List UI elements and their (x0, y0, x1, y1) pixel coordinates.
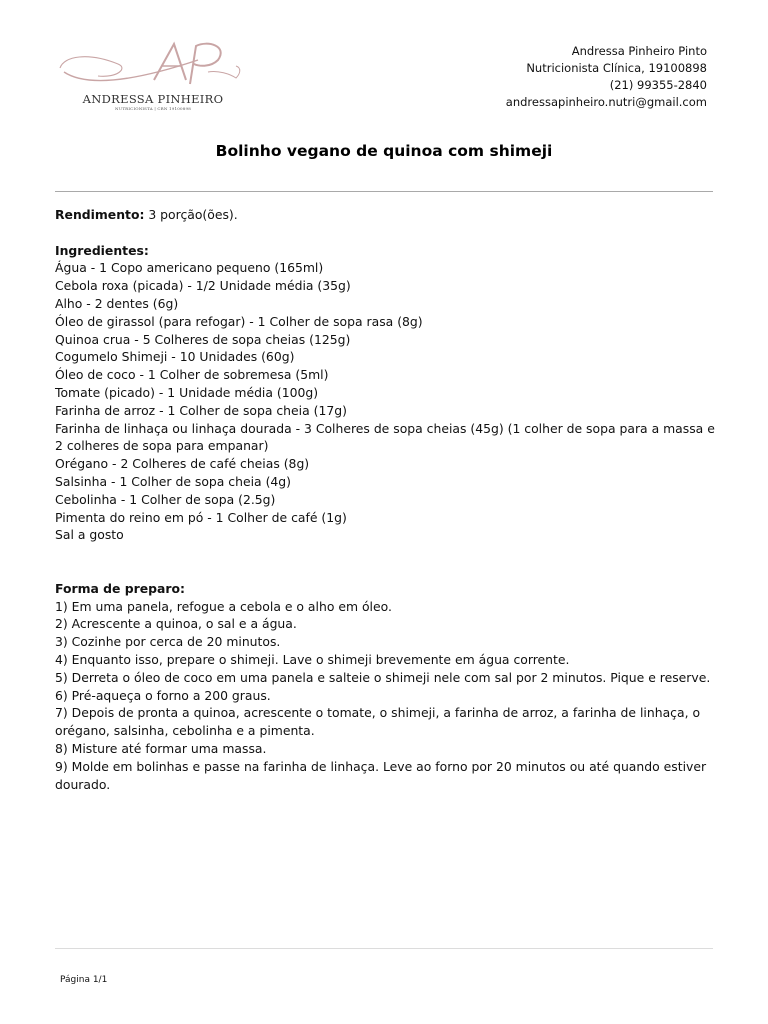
contact-role: Nutricionista Clínica, 19100898 (526, 61, 707, 75)
page-number: Página 1/1 (60, 975, 108, 985)
preparation-step: 5) Derreta o óleo de coco em uma panela e salteie o shimeji nele com sal por 2 minutos. Pique e reserve. (55, 669, 711, 685)
monogram-logo-icon (58, 38, 248, 94)
ingredient-item: Cogumelo Shimeji - 10 Unidades (60g) (55, 349, 295, 365)
footer-divider (55, 948, 713, 949)
recipe-title: Bolinho vegano de quinoa com shimeji (215, 142, 553, 160)
recipe-content (55, 206, 715, 793)
contact-phone: (21) 99355-2840 (609, 78, 707, 92)
logo-subtitle: NUTRICIONISTA | CRN 19100898 (115, 106, 191, 111)
ingredients-list (55, 259, 715, 544)
ingredient-item: Alho - 2 dentes (6g) (55, 295, 179, 311)
yield-value: 3 porção(ões). (144, 207, 238, 222)
preparation-step: 4) Enquanto isso, prepare o shimeji. Lave o shimeji brevemente em água corrente. (55, 651, 570, 667)
ingredient-item: Cebolinha - 1 Colher de sopa (2.5g) (55, 491, 276, 507)
contact-email: andressapinheiro.nutri@gmail.com (505, 95, 707, 109)
ingredient-item: Óleo de coco - 1 Colher de sobremesa (5ml) (55, 367, 329, 383)
ingredient-item: Quinoa crua - 5 Colheres de sopa cheias (125g) (55, 331, 351, 347)
preparation-step: 1) Em uma panela, refogue a cebola e o alho em óleo. (55, 598, 392, 614)
ingredient-item: Salsinha - 1 Colher de sopa cheia (4g) (55, 473, 291, 489)
ingredient-item: Sal a gosto (55, 527, 124, 543)
contact-name: Andressa Pinheiro Pinto (571, 44, 707, 58)
preparation-step: 6) Pré-aqueça o forno a 200 graus. (55, 687, 271, 703)
yield-label: Rendimento: (55, 207, 145, 222)
ingredient-item: Óleo de girassol (para refogar) - 1 Colher de sopa rasa (8g) (55, 313, 423, 329)
preparation-step: 7) Depois de pronta a quinoa, acrescente o tomate, o shimeji, a farinha de arroz, a farinha de linhaça, o orégano, salsinha, cebolinha e a pimenta. (55, 705, 701, 739)
ingredients-heading: Ingredientes: (55, 242, 149, 258)
preparation-steps (55, 598, 715, 794)
ingredient-item: Pimenta do reino em pó - 1 Colher de café (1g) (55, 509, 347, 525)
yield-line (55, 206, 715, 224)
logo (58, 38, 238, 114)
preparation-heading: Forma de preparo: (55, 580, 185, 596)
logo-name: ANDRESSA PINHEIRO (82, 92, 224, 106)
header-divider (55, 191, 713, 192)
ingredient-item: Água - 1 Copo americano pequeno (165ml) (55, 260, 324, 276)
ingredient-item: Cebola roxa (picada) - 1/2 Unidade média (35g) (55, 278, 351, 294)
preparation-step: 3) Cozinhe por cerca de 20 minutos. (55, 634, 281, 650)
ingredient-item: Farinha de arroz - 1 Colher de sopa cheia (17g) (55, 402, 347, 418)
ingredient-item: Farinha de linhaça ou linhaça dourada - 3 Colheres de sopa cheias (45g) (1 colher de sopa para a massa e 2 colheres de sopa para empanar) (55, 420, 715, 454)
preparation-step: 2) Acrescente a quinoa, o sal e a água. (55, 616, 297, 632)
ingredient-item: Orégano - 2 Colheres de café cheias (8g) (55, 456, 310, 472)
contact-block (506, 43, 707, 111)
preparation-step: 8) Misture até formar uma massa. (55, 740, 267, 756)
preparation-step: 9) Molde em bolinhas e passe na farinha de linhaça. Leve ao forno por 20 minutos ou até quando estiver dourado. (55, 758, 707, 792)
ingredient-item: Tomate (picado) - 1 Unidade média (100g) (55, 384, 319, 400)
